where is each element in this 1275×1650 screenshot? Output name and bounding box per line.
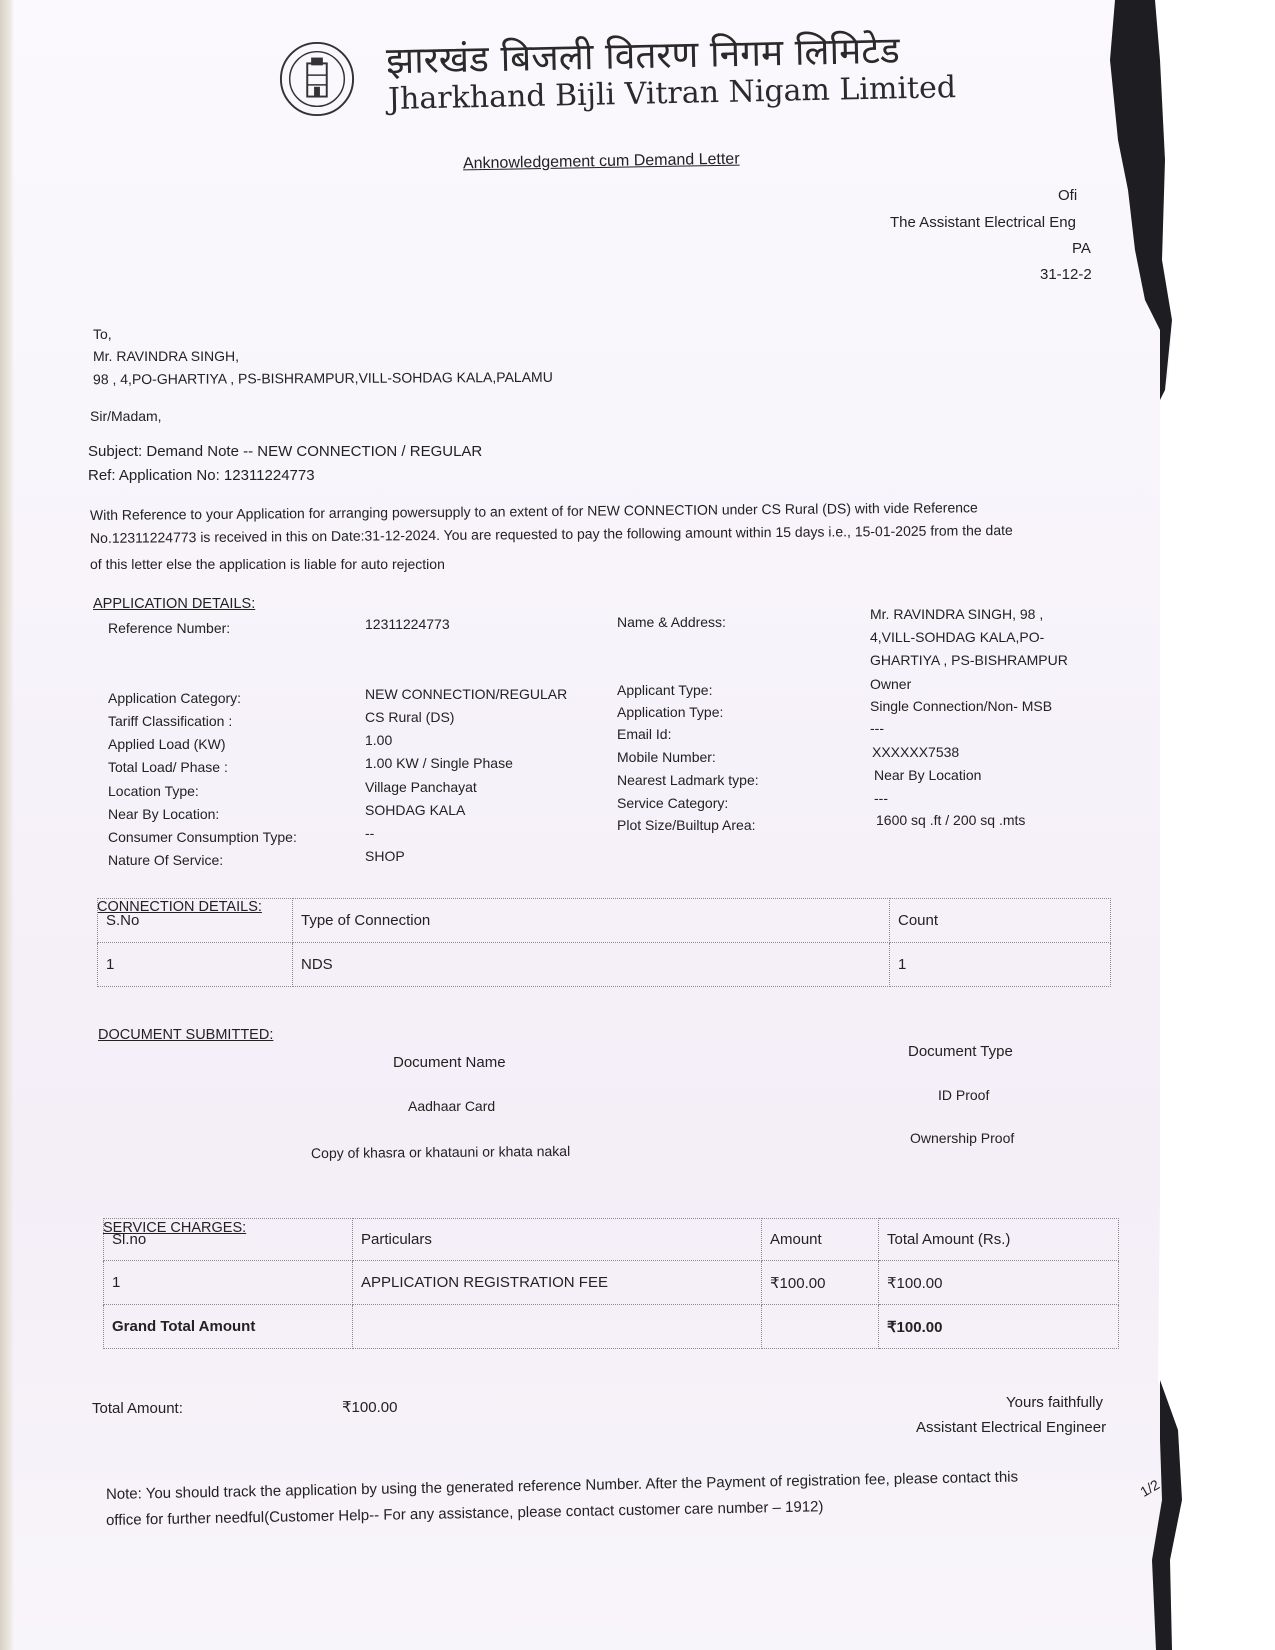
subject-text: Demand Note -- NEW CONNECTION / REGULAR <box>142 443 483 460</box>
app-right-value: --- <box>870 720 884 736</box>
app-left-label: Nature Of Service: <box>108 852 224 868</box>
col-header-particulars: Particulars <box>353 1219 762 1261</box>
doc-header-type: Document Type <box>908 1043 1013 1060</box>
app-left-value: SOHDAG KALA <box>365 802 466 818</box>
doc-header-name: Document Name <box>393 1054 506 1071</box>
app-right-value: 1600 sq .ft / 200 sq .mts <box>876 812 1026 828</box>
total-amount-value: ₹100.00 <box>342 1399 398 1416</box>
col-header-slno: Sl.no <box>104 1219 353 1261</box>
grand-total-label: Grand Total Amount <box>104 1305 353 1349</box>
cell-particulars: APPLICATION REGISTRATION FEE <box>353 1261 762 1305</box>
office-date: 31-12-2 <box>1040 266 1092 283</box>
body-line2: No.12311224773 is received in this on Date:31-12-2024. You are requested to pay the following amount within 15 days i.e., 15-01-2025 from the date <box>89 521 1013 546</box>
subject-label: Subject: <box>88 443 143 460</box>
app-left-label: Applied Load (KW) <box>108 736 226 752</box>
app-right-label: Nearest Ladmark type: <box>617 772 759 788</box>
doc-name: Copy of khasra or khatauni or khata nakal <box>310 1142 571 1162</box>
app-left-label: Reference Number: <box>108 620 231 636</box>
app-right-label: Email Id: <box>617 726 672 742</box>
col-header-sno: S.No <box>98 899 293 943</box>
cell-total: ₹100.00 <box>879 1261 1119 1305</box>
cell-empty <box>762 1305 879 1349</box>
connection-table <box>97 898 1111 987</box>
app-right-value: --- <box>874 790 888 806</box>
cell-count: 1 <box>890 943 1111 987</box>
app-left-value: 1.00 KW / Single Phase <box>365 755 513 771</box>
table-header-row <box>98 899 1111 943</box>
application-details-heading: APPLICATION DETAILS: <box>93 596 256 612</box>
app-right-value: Single Connection/Non- MSB <box>870 698 1053 714</box>
table-row <box>98 943 1111 987</box>
col-header-type: Type of Connection <box>293 899 890 943</box>
paper-edge-left <box>0 0 14 1650</box>
cell-type: NDS <box>293 943 890 987</box>
service-charges-heading: SERVICE CHARGES: <box>103 1220 247 1236</box>
app-right-label: Plot Size/Builtup Area: <box>617 817 756 833</box>
app-right-label: Application Type: <box>617 704 724 720</box>
app-right-value: GHARTIYA , PS-BISHRAMPUR <box>870 652 1068 668</box>
app-right-value: Mr. RAVINDRA SINGH, 98 , <box>870 606 1044 622</box>
app-left-label: Tariff Classification : <box>108 713 233 729</box>
org-name-english: Jharkhand Bijli Vitran Nigam Limited <box>387 70 957 117</box>
jbvnl-seal-icon <box>278 40 356 118</box>
doc-type: Ownership Proof <box>910 1130 1015 1146</box>
office-line2: The Assistant Electrical Eng <box>890 214 1076 231</box>
ref-label: Ref: <box>88 467 116 484</box>
cell-empty <box>353 1305 762 1349</box>
app-right-label: Name & Address: <box>617 614 726 630</box>
app-left-value: NEW CONNECTION/REGULAR <box>365 686 568 702</box>
addressee-name: Mr. RAVINDRA SINGH, <box>93 348 239 364</box>
app-right-label: Applicant Type: <box>617 682 713 698</box>
app-right-value: XXXXXX7538 <box>872 744 960 760</box>
signature-line1: Yours faithfully <box>1006 1394 1104 1411</box>
note-line1: Note: You should track the application by using the generated reference Number. After the Payment of registration fee, please contact this <box>105 1468 1019 1503</box>
office-line3: PA <box>1072 240 1091 257</box>
body-line3: of this letter else the application is liable for auto rejection <box>90 556 445 572</box>
cell-slno: 1 <box>104 1261 353 1305</box>
subject-line <box>88 443 482 460</box>
app-left-label: Total Load/ Phase : <box>108 759 228 775</box>
table-row <box>104 1261 1119 1305</box>
connection-details-heading: CONNECTION DETAILS: <box>97 899 262 915</box>
table-header-row <box>104 1219 1119 1261</box>
addressee-to: To, <box>93 326 112 342</box>
ref-text: Application No: 12311224773 <box>115 467 315 484</box>
app-left-value: CS Rural (DS) <box>365 709 455 725</box>
salutation: Sir/Madam, <box>90 408 162 424</box>
app-left-value: Village Panchayat <box>365 779 477 795</box>
cell-sno: 1 <box>98 943 293 987</box>
col-header-count: Count <box>890 899 1111 943</box>
col-header-total: Total Amount (Rs.) <box>879 1219 1119 1261</box>
ref-line <box>88 467 315 484</box>
service-charges-table <box>103 1218 1119 1349</box>
app-right-value: Near By Location <box>874 767 982 783</box>
app-right-label: Mobile Number: <box>617 749 716 765</box>
app-right-label: Service Category: <box>617 795 729 811</box>
app-right-value: Owner <box>870 676 912 692</box>
grand-total-value: ₹100.00 <box>879 1305 1119 1349</box>
app-left-value: 12311224773 <box>365 616 450 632</box>
cell-amount: ₹100.00 <box>762 1261 879 1305</box>
body-line1: With Reference to your Application for arranging powersupply to an extent of for NEW CONNECTION under CS Rural (DS) with vide Reference <box>89 499 978 523</box>
doc-type: ID Proof <box>938 1087 990 1103</box>
app-left-label: Consumer Consumption Type: <box>108 829 297 845</box>
app-left-label: Location Type: <box>108 783 199 799</box>
total-amount-label: Total Amount: <box>92 1400 183 1417</box>
app-left-label: Near By Location: <box>108 806 220 822</box>
office-line1: Ofi <box>1058 187 1078 204</box>
app-right-value: 4,VILL-SOHDAG KALA,PO- <box>870 629 1045 645</box>
doc-name: Aadhaar Card <box>408 1098 496 1114</box>
letter-title: Anknowledgement cum Demand Letter <box>462 150 740 173</box>
app-left-value: -- <box>365 825 375 841</box>
signature-line2: Assistant Electrical Engineer <box>916 1419 1107 1436</box>
app-left-label: Application Category: <box>108 690 242 706</box>
app-left-value: 1.00 <box>365 732 393 748</box>
org-name-hindi: झारखंड बिजली वितरण निगम लिमिटेड <box>385 28 901 83</box>
page-number: 1/2 <box>1137 1476 1163 1500</box>
grand-total-row <box>104 1305 1119 1349</box>
app-left-value: SHOP <box>365 848 405 864</box>
col-header-amount: Amount <box>762 1219 879 1261</box>
documents-heading: DOCUMENT SUBMITTED: <box>98 1027 274 1043</box>
note-line2: office for further needful(Customer Help-- For any assistance, please contact customer care number – 1912) <box>105 1498 824 1529</box>
addressee-address: 98 , 4,PO-GHARTIYA , PS-BISHRAMPUR,VILL-SOHDAG KALA,PALAMU <box>92 368 553 388</box>
